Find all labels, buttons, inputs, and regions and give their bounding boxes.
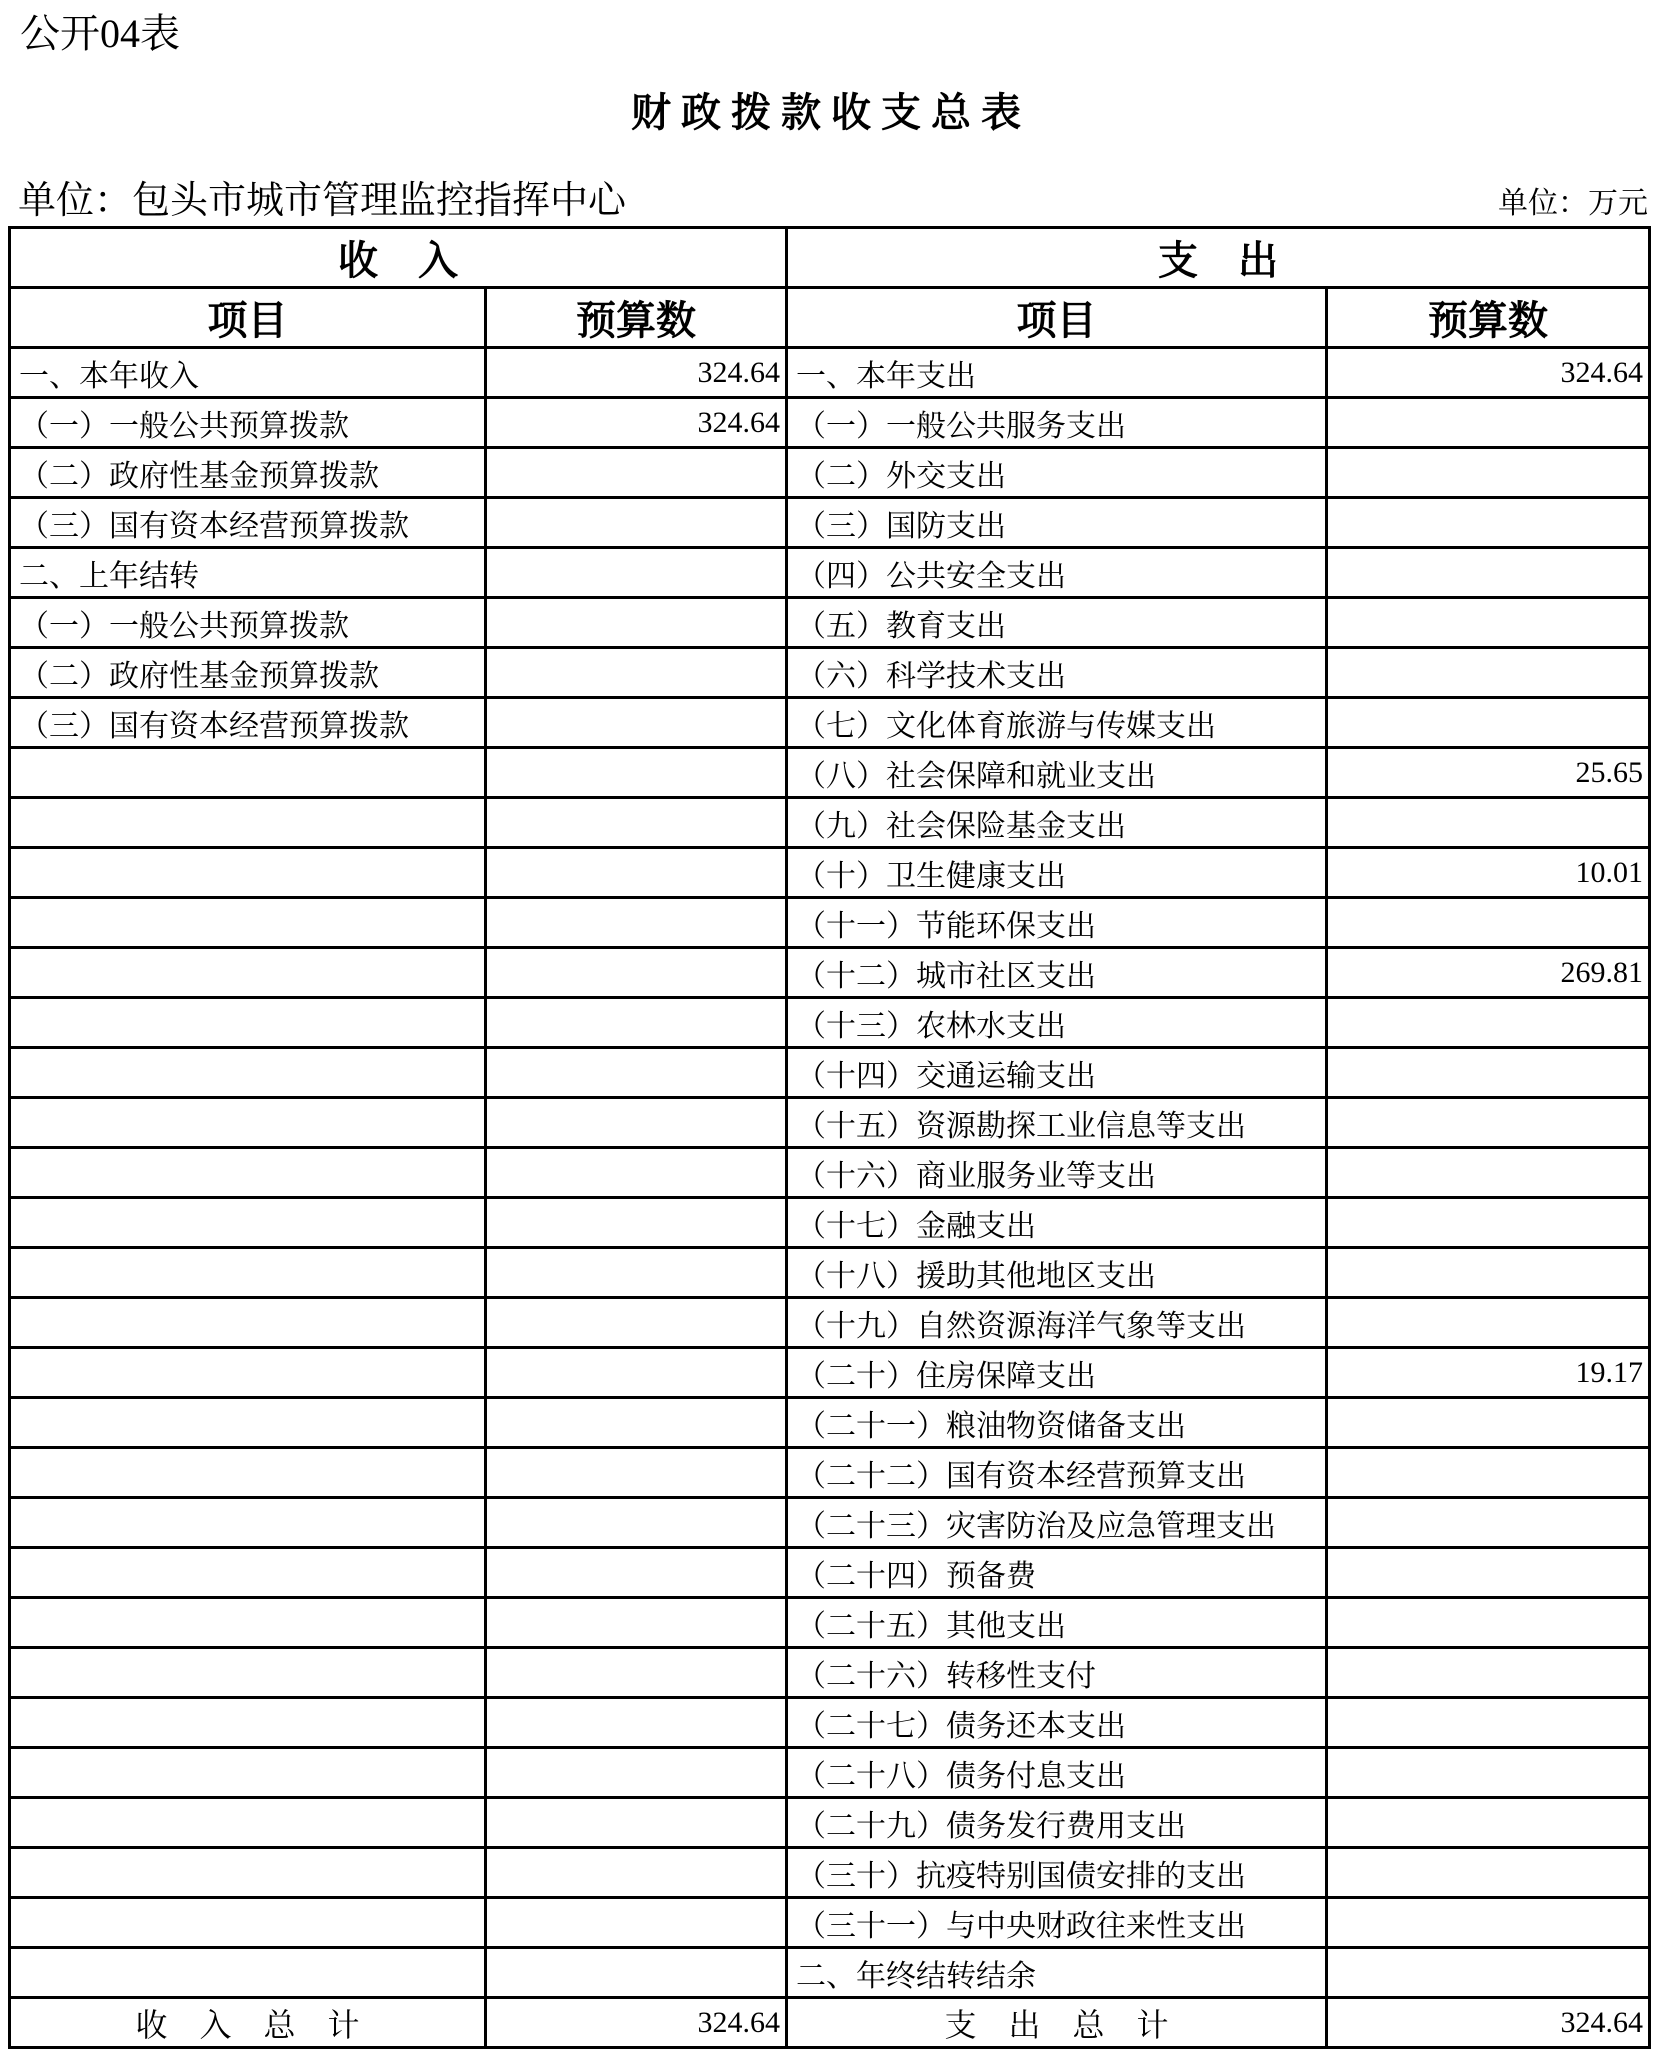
income-item-cell: （三）国有资本经营预算拨款 <box>10 698 486 748</box>
table-row <box>10 998 1650 1048</box>
income-item-cell <box>10 1798 486 1848</box>
income-item-cell <box>10 1198 486 1248</box>
income-budget-cell <box>486 1898 787 1948</box>
income-item-cell: （二）政府性基金预算拨款 <box>10 648 486 698</box>
table-footer <box>10 1998 1650 2048</box>
expenditure-item-cell: （二十）住房保障支出 <box>787 1348 1327 1398</box>
income-budget-cell <box>486 1348 787 1398</box>
income-item-cell: 一、本年收入 <box>10 348 486 398</box>
income-budget-cell <box>486 1798 787 1848</box>
income-budget-cell: 324.64 <box>486 398 787 448</box>
table-body <box>10 348 1650 1998</box>
income-item-cell <box>10 898 486 948</box>
income-budget-cell <box>486 898 787 948</box>
page-title: 财政拨款收支总表 <box>631 90 1031 135</box>
table-row <box>10 1748 1650 1798</box>
income-budget-cell <box>486 1448 787 1498</box>
income-item-cell <box>10 1498 486 1548</box>
income-budget-cell <box>486 1948 787 1998</box>
income-item-cell: （二）政府性基金预算拨款 <box>10 448 486 498</box>
table-row <box>10 348 1650 398</box>
income-item-cell <box>10 1248 486 1298</box>
expenditure-item-cell: 二、年终结转结余 <box>787 1948 1327 1998</box>
expenditure-budget-cell: 19.17 <box>1327 1348 1650 1398</box>
income-budget-cell <box>486 1198 787 1248</box>
income-item-cell: （一）一般公共预算拨款 <box>10 598 486 648</box>
income-budget-cell <box>486 848 787 898</box>
expenditure-item-cell: （十二）城市社区支出 <box>787 948 1327 998</box>
income-item-column-header: 项目 <box>10 288 486 348</box>
income-budget-cell <box>486 698 787 748</box>
table-row <box>10 1098 1650 1148</box>
income-item-cell <box>10 948 486 998</box>
expenditure-budget-cell <box>1327 1948 1650 1998</box>
income-budget-cell <box>486 548 787 598</box>
expenditure-budget-cell <box>1327 1748 1650 1798</box>
expenditure-total-label: 支 出 总 计 <box>787 1998 1327 2048</box>
expenditure-budget-cell <box>1327 1048 1650 1098</box>
expenditure-budget-cell <box>1327 1898 1650 1948</box>
budget-summary-table <box>8 226 1651 2049</box>
income-item-cell <box>10 998 486 1048</box>
expenditure-item-cell: （二）外交支出 <box>787 448 1327 498</box>
expenditure-item-cell: （六）科学技术支出 <box>787 648 1327 698</box>
expenditure-item-cell: 一、本年支出 <box>787 348 1327 398</box>
income-item-cell <box>10 1398 486 1448</box>
income-budget-cell <box>486 1398 787 1448</box>
income-item-cell: 二、上年结转 <box>10 548 486 598</box>
income-budget-cell <box>486 1298 787 1348</box>
income-budget-cell <box>486 798 787 848</box>
income-budget-cell <box>486 1748 787 1798</box>
expenditure-budget-cell <box>1327 1448 1650 1498</box>
income-budget-cell <box>486 1048 787 1098</box>
expenditure-item-cell: （二十三）灾害防治及应急管理支出 <box>787 1498 1327 1548</box>
expenditure-total-value: 324.64 <box>1327 1998 1650 2048</box>
expenditure-item-cell: （七）文化体育旅游与传媒支出 <box>787 698 1327 748</box>
expenditure-budget-cell <box>1327 1698 1650 1748</box>
expenditure-budget-cell <box>1327 648 1650 698</box>
income-total-label: 收 入 总 计 <box>10 1998 486 2048</box>
expenditure-budget-cell <box>1327 1248 1650 1298</box>
expenditure-item-cell: （十）卫生健康支出 <box>787 848 1327 898</box>
expenditure-item-cell: （八）社会保障和就业支出 <box>787 748 1327 798</box>
unit-currency-label: 单位：万元 <box>1498 187 1648 220</box>
table-row <box>10 598 1650 648</box>
table-row <box>10 1248 1650 1298</box>
income-item-cell <box>10 1948 486 1998</box>
income-item-cell <box>10 1698 486 1748</box>
expenditure-budget-cell <box>1327 448 1650 498</box>
table-row <box>10 1698 1650 1748</box>
table-row <box>10 1048 1650 1098</box>
expenditure-item-cell: （二十六）转移性支付 <box>787 1648 1327 1698</box>
expenditure-item-cell: （十七）金融支出 <box>787 1198 1327 1248</box>
expenditure-item-cell: （二十一）粮油物资储备支出 <box>787 1398 1327 1448</box>
expenditure-budget-cell <box>1327 698 1650 748</box>
table-row <box>10 1898 1650 1948</box>
table-row <box>10 748 1650 798</box>
income-item-cell: （一）一般公共预算拨款 <box>10 398 486 448</box>
expenditure-budget-cell: 269.81 <box>1327 948 1650 998</box>
expenditure-budget-cell <box>1327 1598 1650 1648</box>
expenditure-budget-cell <box>1327 598 1650 648</box>
expenditure-budget-cell <box>1327 1198 1650 1248</box>
table-row <box>10 1798 1650 1848</box>
income-budget-cell <box>486 1548 787 1598</box>
income-item-cell <box>10 1048 486 1098</box>
expenditure-budget-cell <box>1327 1648 1650 1698</box>
income-item-cell <box>10 1598 486 1648</box>
section-header-row <box>10 228 1650 288</box>
income-budget-cell <box>486 648 787 698</box>
income-budget-cell <box>486 448 787 498</box>
expenditure-item-cell: （二十九）债务发行费用支出 <box>787 1798 1327 1848</box>
expenditure-item-cell: （五）教育支出 <box>787 598 1327 648</box>
table-row <box>10 1498 1650 1548</box>
income-item-cell <box>10 1298 486 1348</box>
expenditure-item-cell: （十六）商业服务业等支出 <box>787 1148 1327 1198</box>
form-number-label: 公开04表 <box>20 11 180 56</box>
table-row <box>10 1848 1650 1898</box>
income-budget-cell <box>486 1698 787 1748</box>
expenditure-budget-cell <box>1327 1148 1650 1198</box>
unit-row <box>18 180 1648 224</box>
table-row <box>10 898 1650 948</box>
income-item-cell <box>10 1148 486 1198</box>
expenditure-item-cell: （十五）资源勘探工业信息等支出 <box>787 1098 1327 1148</box>
table-row <box>10 498 1650 548</box>
expenditure-budget-cell <box>1327 1398 1650 1448</box>
table-row <box>10 1548 1650 1598</box>
table-row <box>10 848 1650 898</box>
income-section-header: 收 入 <box>10 228 787 288</box>
expenditure-item-cell: （二十五）其他支出 <box>787 1598 1327 1648</box>
income-item-cell <box>10 1898 486 1948</box>
table-row <box>10 1348 1650 1398</box>
table-row <box>10 648 1650 698</box>
expenditure-budget-cell <box>1327 1298 1650 1348</box>
expenditure-budget-column-header: 预算数 <box>1327 288 1650 348</box>
income-budget-cell <box>486 1248 787 1298</box>
income-budget-column-header: 预算数 <box>486 288 787 348</box>
income-item-cell <box>10 1348 486 1398</box>
income-budget-cell: 324.64 <box>486 348 787 398</box>
income-budget-cell <box>486 1848 787 1898</box>
expenditure-item-cell: （二十八）债务付息支出 <box>787 1748 1327 1798</box>
expenditure-item-cell: （十一）节能环保支出 <box>787 898 1327 948</box>
expenditure-section-header: 支 出 <box>787 228 1650 288</box>
table-row <box>10 1298 1650 1348</box>
income-item-cell <box>10 1548 486 1598</box>
income-item-cell: （三）国有资本经营预算拨款 <box>10 498 486 548</box>
expenditure-budget-cell: 25.65 <box>1327 748 1650 798</box>
income-budget-cell <box>486 1098 787 1148</box>
expenditure-item-cell: （十九）自然资源海洋气象等支出 <box>787 1298 1327 1348</box>
table-row <box>10 398 1650 448</box>
expenditure-item-cell: （三）国防支出 <box>787 498 1327 548</box>
income-total-value: 324.64 <box>486 1998 787 2048</box>
table-row <box>10 1648 1650 1698</box>
table-row <box>10 1948 1650 1998</box>
expenditure-item-cell: （四）公共安全支出 <box>787 548 1327 598</box>
table-row <box>10 1198 1650 1248</box>
expenditure-budget-cell <box>1327 1548 1650 1598</box>
expenditure-item-cell: （二十七）债务还本支出 <box>787 1698 1327 1748</box>
table-row <box>10 1598 1650 1648</box>
expenditure-budget-cell <box>1327 498 1650 548</box>
income-budget-cell <box>486 1598 787 1648</box>
expenditure-budget-cell <box>1327 998 1650 1048</box>
income-item-cell <box>10 798 486 848</box>
expenditure-item-cell: （十四）交通运输支出 <box>787 1048 1327 1098</box>
expenditure-item-cell: （十八）援助其他地区支出 <box>787 1248 1327 1298</box>
expenditure-budget-cell <box>1327 1848 1650 1898</box>
income-budget-cell <box>486 1148 787 1198</box>
income-item-cell <box>10 1648 486 1698</box>
expenditure-budget-cell <box>1327 1498 1650 1548</box>
income-budget-cell <box>486 1498 787 1548</box>
income-item-cell <box>10 1448 486 1498</box>
income-item-cell <box>10 848 486 898</box>
income-item-cell <box>10 1848 486 1898</box>
table-row <box>10 1148 1650 1198</box>
expenditure-budget-cell: 10.01 <box>1327 848 1650 898</box>
expenditure-budget-cell <box>1327 1798 1650 1848</box>
income-item-cell <box>10 748 486 798</box>
table-row <box>10 1398 1650 1448</box>
income-budget-cell <box>486 498 787 548</box>
expenditure-budget-cell <box>1327 1098 1650 1148</box>
table-row <box>10 448 1650 498</box>
income-item-cell <box>10 1748 486 1798</box>
total-row <box>10 1998 1650 2048</box>
expenditure-budget-cell: 324.64 <box>1327 348 1650 398</box>
income-budget-cell <box>486 1648 787 1698</box>
expenditure-item-cell: （二十四）预备费 <box>787 1548 1327 1598</box>
expenditure-item-cell: （十三）农林水支出 <box>787 998 1327 1048</box>
expenditure-item-cell: （三十）抗疫特别国债安排的支出 <box>787 1848 1327 1898</box>
expenditure-budget-cell <box>1327 798 1650 848</box>
table-row <box>10 698 1650 748</box>
income-budget-cell <box>486 748 787 798</box>
expenditure-budget-cell <box>1327 898 1650 948</box>
unit-name-label: 单位：包头市城市管理监控指挥中心 <box>18 180 627 222</box>
table-row <box>10 798 1650 848</box>
expenditure-item-cell: （一）一般公共服务支出 <box>787 398 1327 448</box>
income-budget-cell <box>486 998 787 1048</box>
expenditure-item-cell: （九）社会保险基金支出 <box>787 798 1327 848</box>
expenditure-budget-cell <box>1327 398 1650 448</box>
expenditure-budget-cell <box>1327 548 1650 598</box>
expenditure-item-cell: （二十二）国有资本经营预算支出 <box>787 1448 1327 1498</box>
column-header-row <box>10 288 1650 348</box>
table-row <box>10 548 1650 598</box>
table-row <box>10 948 1650 998</box>
income-budget-cell <box>486 598 787 648</box>
table-row <box>10 1448 1650 1498</box>
expenditure-item-column-header: 项目 <box>787 288 1327 348</box>
income-item-cell <box>10 1098 486 1148</box>
expenditure-item-cell: （三十一）与中央财政往来性支出 <box>787 1898 1327 1948</box>
income-budget-cell <box>486 948 787 998</box>
